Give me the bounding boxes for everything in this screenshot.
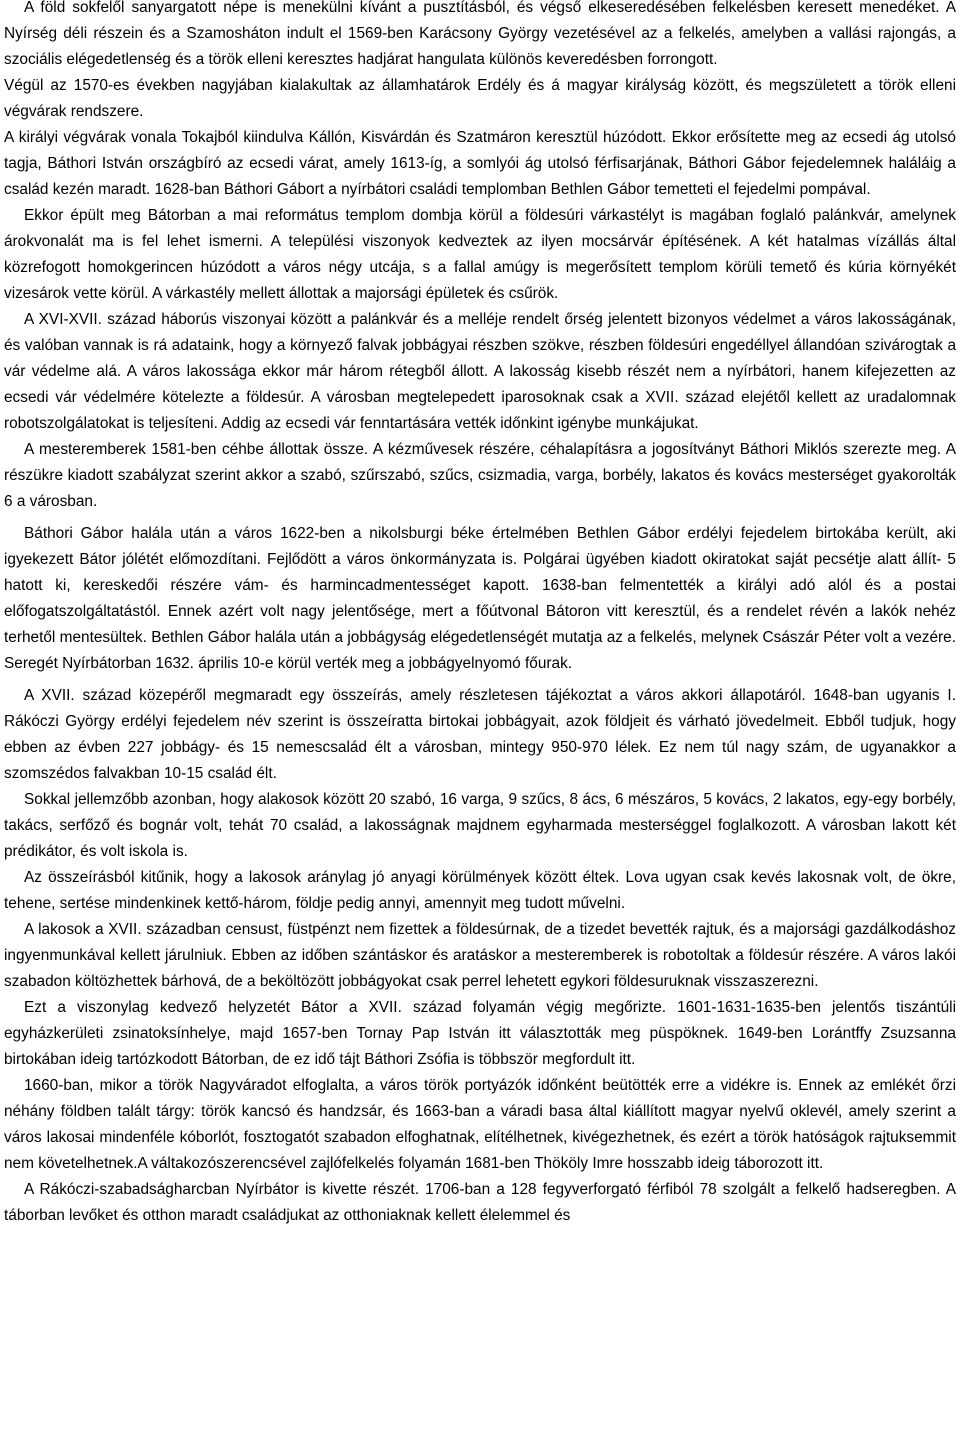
paragraph-8: A XVII. század közepéről megmaradt egy összeírás, amely részletesen tájékoztat a város akkori állapotáról. 1648-ban ugyanis I. Rákóczi György erdélyi fejedelem név szerint is összeíratta birtokai jobbágyait, azok földjeit és várható jövedelmeit. Ebből tudjuk, hogy ebben az évben 227 jobbágy- és 15 nemescsalád élt a városban, mintegy 950-970 lélek. Ez nem túl nagy szám, de ugyanakkor a szomszédos falvakban 10-15 család élt. <box>4 687 956 782</box>
paragraph-10: Az összeírásból kitűnik, hogy a lakosok aránylag jó anyagi körülmények között éltek. Lova ugyan csak kevés lakosnak volt, de ökre, tehene, sertése mindenkinek kettő-három, földje pedig annyi, amennyit meg tudott művelni. <box>4 869 956 912</box>
paragraph-9: Sokkal jellemzőbb azonban, hogy alakosok között 20 szabó, 16 varga, 9 szűcs, 8 ács, 6 mészáros, 5 kovács, 2 lakatos, egy-egy borbély, takács, serfőző és bognár volt, tehát 70 család, a lakosságnak majdnem egyharmada mesterséggel foglalkozott. A városban lakott két prédikátor, és volt iskola is. <box>4 791 956 860</box>
paragraph-13: 1660-ban, mikor a török Nagyváradot elfoglalta, a város török portyázók időnként beütötték erre a vidékre is. Ennek az emlékét őrzi néhány földben talált tárgy: török kancsó és handzsár, és 1663-ban a váradi basa által kiállított magyar nyelvű oklevél, amely szerint a város lakosai mindenféle kóborlót, fosztogatót szabadon elfoghatnak, elítélhetnek, kivégezhetnek, és ezért a török hatóságok rajtuksemmit nem követelhetnek.A váltakozószerencsével zajlófelkelés folyamán 1681-ben Thököly Imre hosszabb ideig táborozott itt. <box>4 1077 956 1172</box>
paragraph-4: Ekkor épült meg Bátorban a mai református templom dombja körül a földesúri várkastélyt is magában foglaló palánkvár, amelynek árokvonalát ma is fel lehet ismerni. A települési viszonyok kedveztek az ilyen mocsárvár építésének. A két hatalmas vízállás által közrefogott homokgerincen húzódott a város négy utcája, s a fallal amúgy is megerősített templom körüli temető és kúria környékét vizesárok vette körül. A várkastély mellett állottak a majorsági épületek és csűrök. <box>4 207 956 302</box>
paragraph-6: A mesteremberek 1581-ben céhbe állottak össze. A kézművesek részére, céhalapításra a jogosítványt Báthori Miklós szerezte meg. A részükre kiadott szabályzat szerint akkor a szabó, szűrszabó, szűcs, csizmadia, varga, borbély, lakatos és kovács mesterséget gyakorolták 6 a városban. <box>4 441 956 510</box>
paragraph-7: Báthori Gábor halála után a város 1622-ben a nikolsburgi béke értelmében Bethlen Gábor erdélyi fejedelem birtokába került, aki igyekezett Bátor jólétét előmozdítani. Fejlődött a város önkormányzata is. Polgárai ügyében kiadott okiratokat saját pecsétje alatt állít- 5 hatott ki, kereskedői részére vám- és harmincadmentességet kapott. 1638-ban felmentették a királyi adó alól és a postai előfogatszolgáltatástól. Ennek azért volt nagy jelentősége, mert a főútvonal Bátoron vitt keresztül, és a rendelet révén a lakók nehéz terhetől mentesültek. Bethlen Gábor halála után a jobbágyság elégedetlenségét mutatja az a felkelés, melynek Császár Péter volt a vezére. Seregét Nyírbátorban 1632. április 10-e körül verték meg a jobbágyelnyomó főurak. <box>4 525 956 672</box>
paragraph-14: A Rákóczi-szabadságharcban Nyírbátor is kivette részét. 1706-ban a 128 fegyverforgató férfiból 78 szolgált a felkelő hadseregben. A táborban levőket és otthon maradt családjukat az otthoniaknak kellett élelemmel és <box>4 1181 956 1224</box>
paragraph-2: Végül az 1570-es években nagyjában kialakultak az államhatárok Erdély és á magyar királyság között, és megszületett a török elleni végvárak rendszere. <box>4 77 956 120</box>
paragraph-12: Ezt a viszonylag kedvező helyzetét Bátor a XVII. század folyamán végig megőrizte. 1601-1631-1635-ben jelentős tiszántúli egyházkerületi zsinatoksínhelye, majd 1657-ben Tornay Pap István itt választották meg püspöknek. 1649-ben Lorántffy Zsuzsanna birtokában ideig tartózkodott Bátorban, de ez idő tájt Báthori Zsófia is többször megfordult itt. <box>4 999 956 1068</box>
paragraph-11: A lakosok a XVII. században censust, füstpénzt nem fizettek a földesúrnak, de a tizedet bevették rajtuk, és a majorsági gazdálkodáshoz ingyenmunkával kellett járulniuk. Ebben az időben szántáskor és aratáskor a mesteremberek is robotoltak a földesúr részére. A város lakói szabadon költözhettek bárhová, de a beköltözött jobbágyokat csak perrel lehetett egykori földesuruknak visszaszerezni. <box>4 921 956 990</box>
paragraph-1: A föld sokfelől sanyargatott népe is menekülni kívánt a pusztításból, és végső elkeseredésében felkelésben keresett menedéket. A Nyírség déli részein és a Szamosháton indult el 1569-ben Karácsony György vezetésével az a felkelés, amelyben a vallási rajongás, a szociális elégedetlenség és a török elleni keresztes hadjárat hangulata különös keveredésben forrongott. <box>4 0 956 68</box>
paragraph-5: A XVI-XVII. század háborús viszonyai között a palánkvár és a melléje rendelt őrség jelentett bizonyos védelmet a város lakosságának, és valóban vannak is rá adataink, hogy a környező falvak jobbágyai részben szökve, részben földesúri engedéllyel állandóan szivárogtak a vár védelme alá. A város lakossága ekkor már három rétegből állott. A lakosság kisebb részét nem a nyírbátori, hanem kifejezetten az ecsedi vár védelmére kötelezte a földesúr. A városban megtelepedett iparosoknak csak a XVII. század elejétől kellett az uradalomnak robotszolgálatokat is teljesíteni. Addig az ecsedi vár fenntartására vették időnkint igénybe munkájukat. <box>4 311 956 432</box>
paragraph-3: A királyi végvárak vonala Tokajból kiindulva Kállón, Kisvárdán és Szatmáron keresztül húzódott. Ekkor erősítette meg az ecsedi ág utolsó tagja, Báthori István országbíró az ecsedi várat, amely 1613-íg, a somlyói ág utolsó férfisarjának, Báthori Gábor fejedelemnek haláláig a család kezén maradt. 1628-ban Báthori Gábort a nyírbátori családi templomban Bethlen Gábor temetteti el fejedelmi pompával. <box>4 129 956 198</box>
